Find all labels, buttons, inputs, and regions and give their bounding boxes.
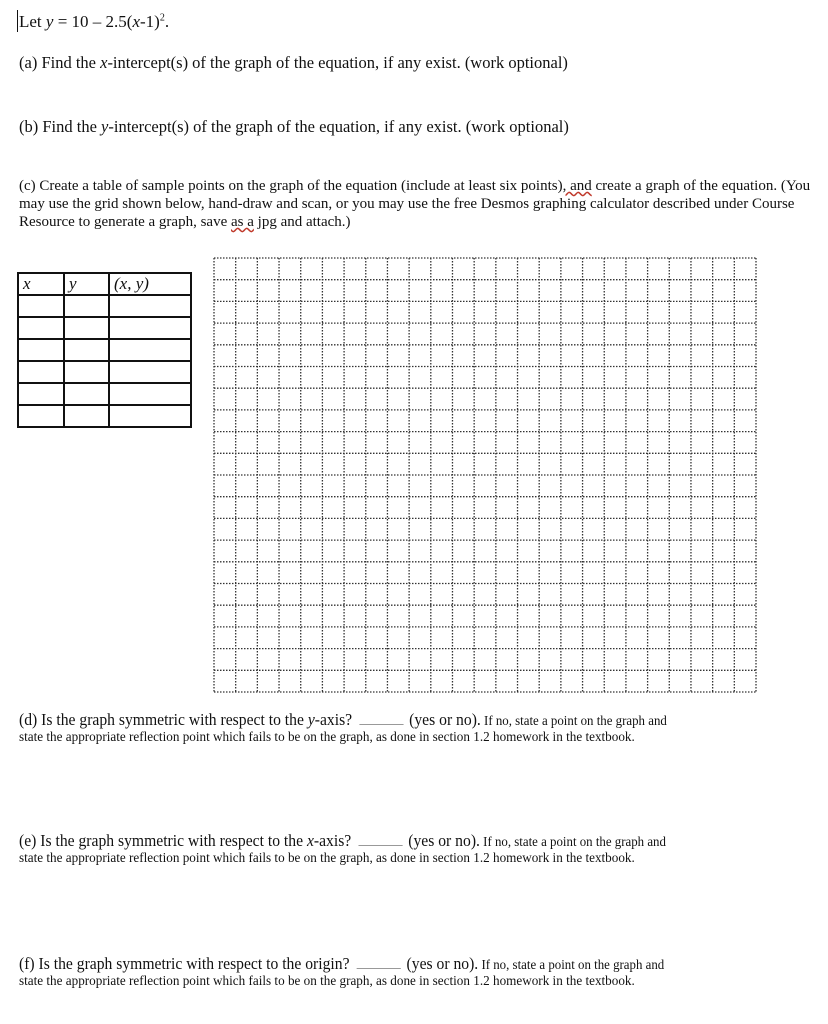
answer-blank-f[interactable]	[357, 968, 401, 969]
table-row[interactable]	[18, 317, 191, 339]
table-row[interactable]	[18, 361, 191, 383]
table-row[interactable]	[18, 383, 191, 405]
answer-blank-e[interactable]	[359, 845, 403, 846]
table-row[interactable]	[18, 339, 191, 361]
question-e: (e) Is the graph symmetric with respect to the x-axis? (yes or no). If no, state a point on the graph and state the appropriate reflection point which fails to be on the graph, as done in section 1.2 homework in the textbook.	[19, 831, 666, 866]
graph-grid	[213, 257, 757, 693]
table-row[interactable]	[18, 295, 191, 317]
question-a: (a) Find the x-intercept(s) of the graph of the equation, if any exist. (work optional)	[19, 53, 568, 72]
text-cursor	[17, 10, 18, 32]
header-xy: (x, y)	[109, 273, 191, 295]
sample-points-table	[17, 272, 192, 428]
answer-blank-d[interactable]	[359, 724, 403, 725]
problem-statement: Let $y = 10 - 2.5(x-1)^2$.	[19, 12, 170, 31]
table-header-row	[18, 273, 191, 295]
question-d: (d) Is the graph symmetric with respect to the y-axis? (yes or no). If no, state a point on the graph and state the appropriate reflection point which fails to be on the graph, as done in section 1.2 homework in the textbook.	[19, 710, 667, 745]
header-y: y	[64, 273, 109, 295]
header-x: x	[18, 273, 64, 295]
question-c: (c) Create a table of sample points on the graph of the equation (include at least six points), and create a graph of the equation. (You may use the grid shown below, hand-draw and scan, or you may use the free Desmos graphing calculator described under Course Resource to generate a graph, save as a jpg and attach.)	[19, 178, 811, 230]
question-f: (f) Is the graph symmetric with respect to the origin? (yes or no). If no, state a point on the graph and state the appropriate reflection point which fails to be on the graph, as done in section 1.2 homework in the textbook.	[19, 954, 665, 989]
table-row[interactable]	[18, 405, 191, 427]
question-b: (b) Find the y-intercept(s) of the graph of the equation, if any exist. (work optional)	[19, 117, 569, 136]
